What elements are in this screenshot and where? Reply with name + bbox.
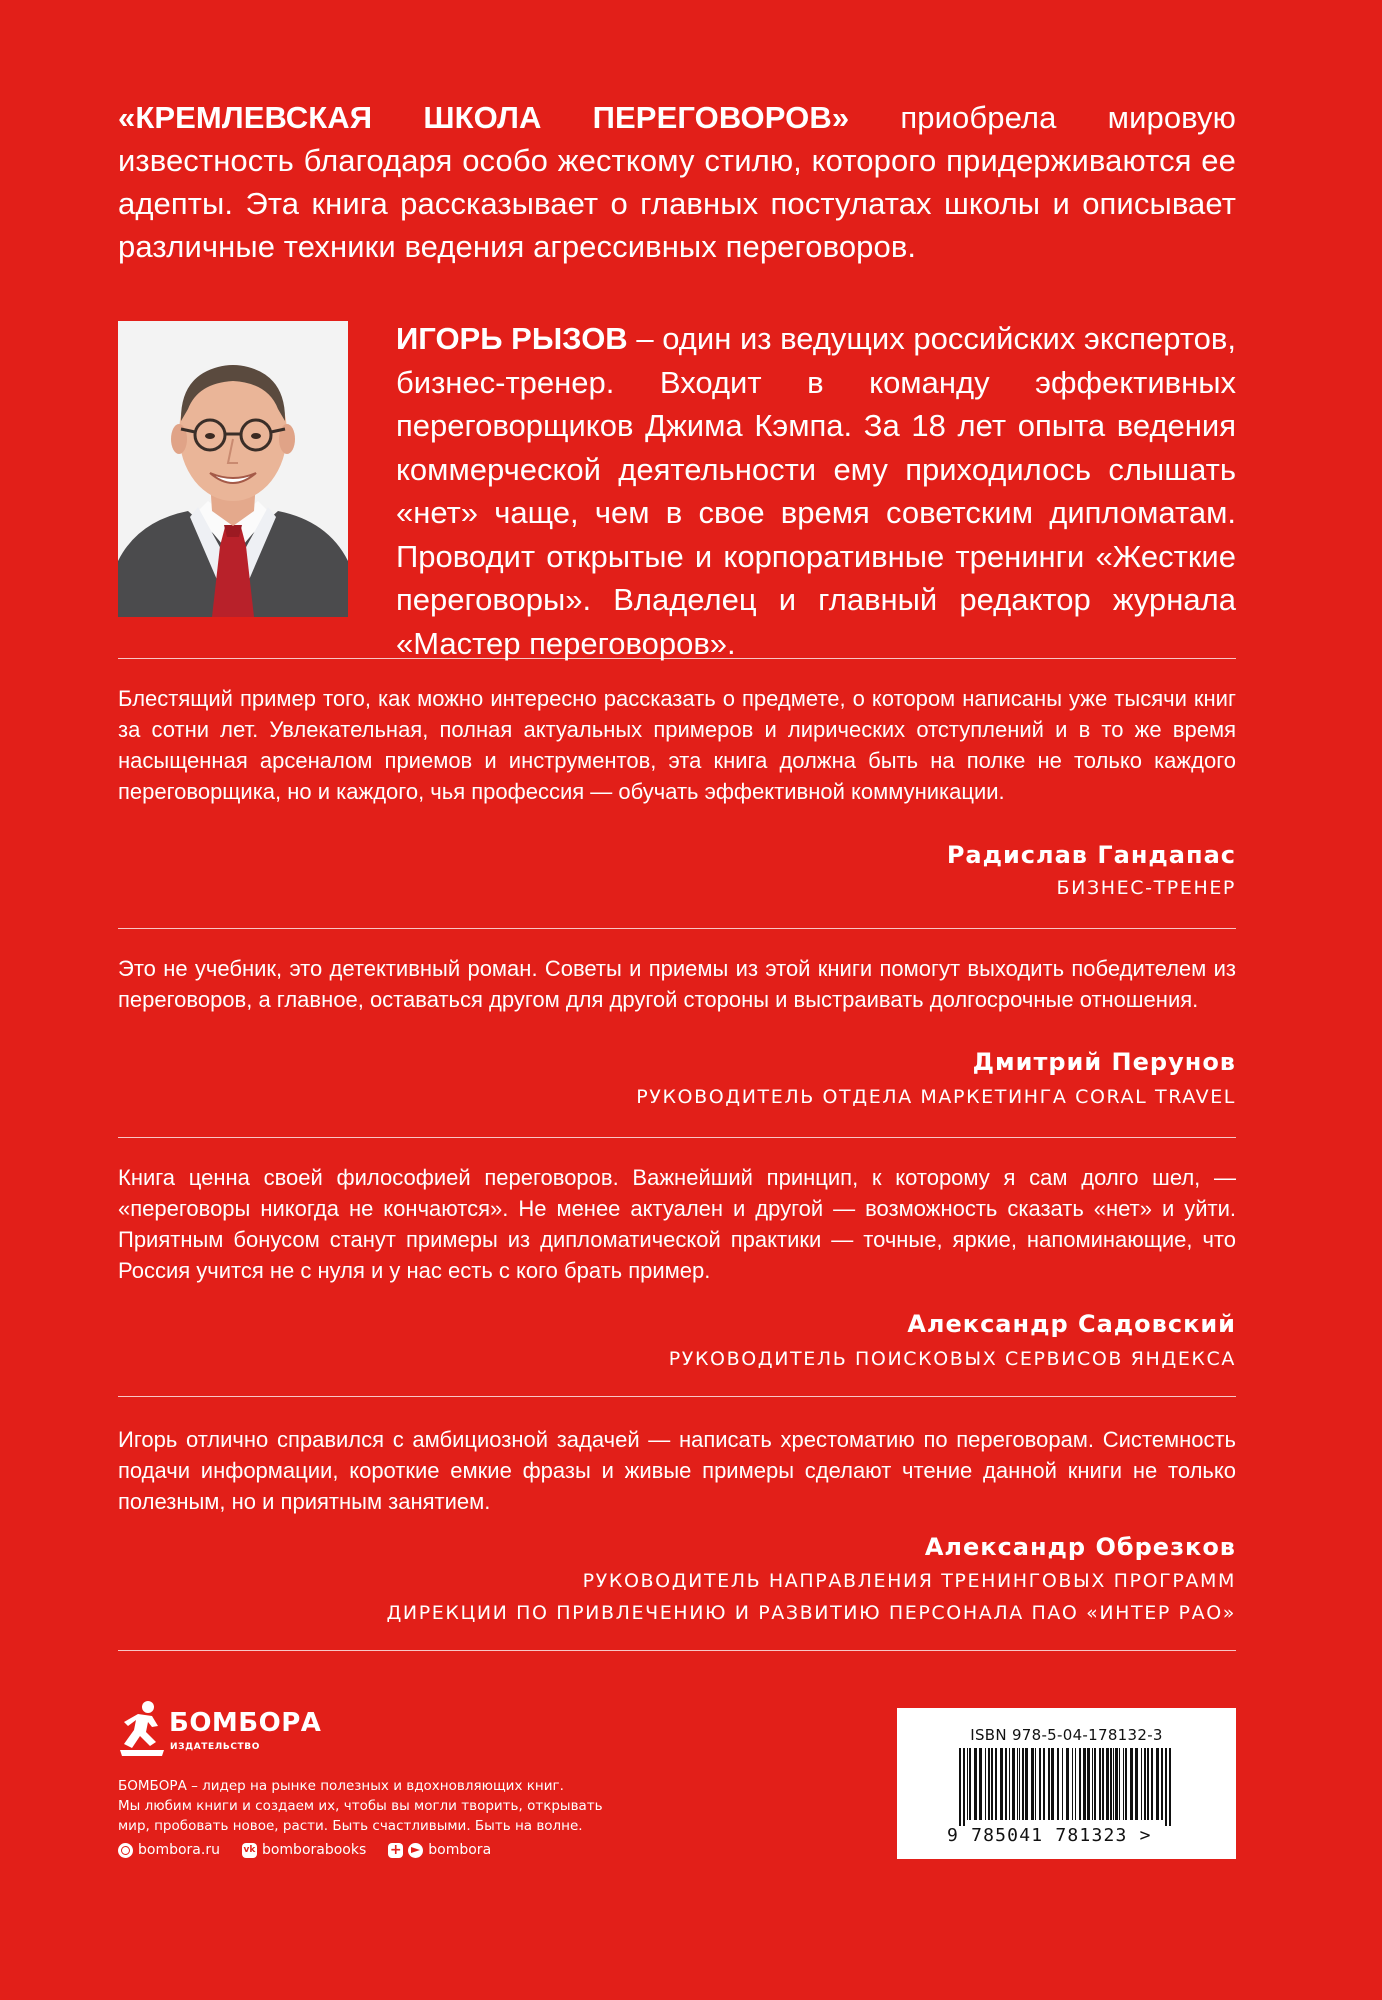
review-text: Игорь отлично справился с амбициозной задачей — написать хрестоматию по переговорам. Системность подачи информации, короткие емкие фразы и живые примеры сделают чтение данной книги не только полезным, но и приятным занятием. — [118, 1427, 1236, 1514]
barcode-bar — [974, 1748, 977, 1820]
review-text: Это не учебник, это детективный роман. Советы и приемы из этой книги помогут выходить победителем из переговоров, а главное, оставаться другом для другой стороны и выстраивать долгосрочные отношения. — [118, 956, 1236, 1012]
isbn-barcode-box — [897, 1708, 1236, 1859]
telegram-icon — [408, 1843, 423, 1858]
review-author-role: РУКОВОДИТЕЛЬ ОТДЕЛА МАРКЕТИНГА CORAL TRAVEL — [636, 1086, 1236, 1108]
isbn-label: ISBN 978-5-04-178132-3 — [970, 1726, 1163, 1744]
author-bio — [396, 317, 1236, 665]
barcode-bar — [1043, 1748, 1045, 1820]
barcode-bar — [1115, 1748, 1118, 1820]
barcode-bar — [1141, 1748, 1142, 1820]
divider — [118, 1650, 1236, 1651]
bombora-runner-icon — [118, 1700, 166, 1756]
review-author-role-line2: ДИРЕКЦИИ ПО ПРИВЛЕЧЕНИЮ И РАЗВИТИЮ ПЕРСОНАЛА ПАО «ИНТЕР РАО» — [386, 1602, 1236, 1624]
author-name: ИГОРЬ РЫЗОВ — [396, 321, 628, 356]
barcode-bar — [1057, 1748, 1059, 1820]
review-author-role: РУКОВОДИТЕЛЬ ПОИСКОВЫХ СЕРВИСОВ ЯНДЕКСА — [668, 1348, 1236, 1370]
publisher-logo-subtitle: ИЗДАТЕЛЬСТВО — [170, 1742, 260, 1752]
barcode-bar — [1165, 1748, 1167, 1826]
barcode-bar — [1110, 1748, 1112, 1820]
barcode-bar — [1062, 1748, 1063, 1820]
review-author: Александр Садовский — [907, 1310, 1236, 1338]
plus-icon — [388, 1843, 403, 1858]
barcode-bar — [1039, 1748, 1041, 1820]
publisher-description — [118, 1776, 638, 1836]
barcode-bar — [995, 1748, 997, 1820]
barcode-bar — [991, 1748, 993, 1820]
barcode-bar — [1123, 1748, 1124, 1820]
barcode-bar — [979, 1748, 982, 1820]
barcode-bar — [1000, 1748, 1003, 1820]
barcode-bar — [1144, 1748, 1146, 1820]
barcode-bar — [1066, 1748, 1069, 1820]
review-author: Александр Обрезков — [924, 1533, 1236, 1561]
vk-link[interactable] — [242, 1842, 366, 1858]
website-link[interactable] — [118, 1842, 220, 1858]
divider — [118, 928, 1236, 929]
review-author: Радислав Гандапас — [946, 841, 1236, 869]
barcode-bar — [1031, 1748, 1034, 1820]
intro-paragraph — [118, 96, 1236, 268]
barcode-bar — [1012, 1748, 1015, 1820]
barcode-bar — [969, 1748, 971, 1820]
review-text: Книга ценна своей философией переговоров. Важнейший принцип, к которому я сам долго шел, — «переговоры никогда не кончаются». Не менее актуален и другой — возможность сказать «нет» и уйти. Приятным бонусом станут примеры из дипломатической практики — точные, яркие, напоминающие, что Россия учится не с нуля и у нас есть с кого брать пример. — [118, 1165, 1236, 1283]
review-author-role: БИЗНЕС-ТРЕНЕР — [1056, 877, 1236, 899]
link-label: bombora — [428, 1842, 492, 1858]
publisher-links — [118, 1842, 491, 1858]
barcode-bar — [1072, 1748, 1073, 1820]
barcode-bar — [1094, 1748, 1096, 1820]
link-label: bombora.ru — [138, 1842, 220, 1858]
publisher-line: Мы любим книги и создаем их, чтобы вы могли творить, открывать — [118, 1798, 603, 1814]
review-author-role: РУКОВОДИТЕЛЬ НАПРАВЛЕНИЯ ТРЕНИНГОВЫХ ПРОГРАММ — [582, 1570, 1236, 1592]
author-bio-text: – один из ведущих российских экспертов, бизнес-тренер. Входит в команду эффективных переговорщиков Джима Кэмпа. За 18 лет опыта ведения коммерческой деятельности ему приходилось слышать «нет» чаще, чем в свое время советским дипломатам. Проводит открытые и корпоративные тренинги «Жесткие переговоры». Владелец и главный редактор журнала «Мастер переговоров». — [396, 321, 1236, 661]
publisher-line: мир, пробовать новое, расти. Быть счастливыми. Быть на волне. — [118, 1818, 583, 1834]
barcode-bar — [1151, 1748, 1153, 1820]
barcode-bar — [1051, 1748, 1054, 1820]
author-portrait-image — [118, 321, 348, 617]
divider — [118, 1137, 1236, 1138]
telegram-link[interactable] — [388, 1842, 491, 1858]
author-photo — [118, 321, 348, 617]
link-label: bomborabooks — [261, 1842, 367, 1858]
barcode-bar — [1125, 1748, 1127, 1820]
barcode-bar — [1035, 1748, 1036, 1820]
barcode-image — [959, 1748, 1173, 1826]
review-author: Дмитрий Перунов — [972, 1048, 1236, 1076]
school-title: «КРЕМЛЕВСКАЯ ШКОЛА ПЕРЕГОВОРОВ» — [118, 100, 850, 135]
barcode-bar — [1009, 1748, 1010, 1820]
barcode-bar — [1135, 1748, 1138, 1820]
barcode-bar — [1087, 1748, 1090, 1820]
barcode-bar — [1079, 1748, 1081, 1820]
review-text: Блестящий пример того, как можно интересно рассказать о предмете, о котором написаны уже тысячи книг за сотни лет. Увлекательная, полная актуальных примеров и лирических отступлений и в то же время насыщенная арсеналом приемов и инструментов, эта книга должна быть на полке не только каждого переговорщика, но и каждого, чья профессия — обучать эффективной коммуникации. — [118, 686, 1236, 804]
barcode-bar — [1099, 1748, 1101, 1820]
divider — [118, 1396, 1236, 1397]
barcode-bar — [1119, 1748, 1120, 1820]
barcode-bar — [1017, 1748, 1018, 1820]
barcode-bar — [1005, 1748, 1007, 1820]
barcode-bar — [1075, 1748, 1076, 1820]
barcode-bar — [1130, 1748, 1133, 1820]
globe-icon — [118, 1843, 133, 1858]
barcode-bar — [1092, 1748, 1093, 1820]
barcode-bar — [959, 1748, 961, 1826]
divider — [118, 658, 1236, 659]
barcode-bar — [1169, 1748, 1171, 1826]
barcode-bar — [1102, 1748, 1104, 1820]
barcode-bar — [1147, 1748, 1149, 1820]
barcode-bar — [1106, 1748, 1109, 1820]
vk-icon — [242, 1843, 257, 1858]
barcode-bar — [1019, 1748, 1020, 1820]
barcode-bar — [1161, 1748, 1163, 1820]
barcode-digits: 9 785041 781323 > — [947, 1825, 1152, 1846]
barcode-bar — [988, 1748, 990, 1820]
barcode-bar — [1025, 1748, 1028, 1820]
publisher-line: БОМБОРА – лидер на рынке полезных и вдохновляющих книг. — [118, 1778, 564, 1794]
barcode-bar — [1113, 1748, 1114, 1820]
barcode-bar — [963, 1748, 965, 1826]
publisher-logo — [118, 1700, 322, 1770]
barcode-bar — [1083, 1748, 1086, 1820]
barcode-bar — [985, 1748, 986, 1820]
barcode-bar — [967, 1748, 968, 1820]
publisher-logo-name: БОМБОРА — [169, 1708, 322, 1738]
barcode-bar — [1048, 1748, 1050, 1820]
intro-text: приобрела мировую известность благодаря особо жесткому стилю, которого придерживаются ее адепты. Эта книга рассказывает о главных постулатах школы и описывает различные техники ведения агрессивных переговоров. — [118, 100, 1237, 264]
barcode-bar — [1022, 1748, 1024, 1820]
barcode-bar — [1156, 1748, 1159, 1820]
